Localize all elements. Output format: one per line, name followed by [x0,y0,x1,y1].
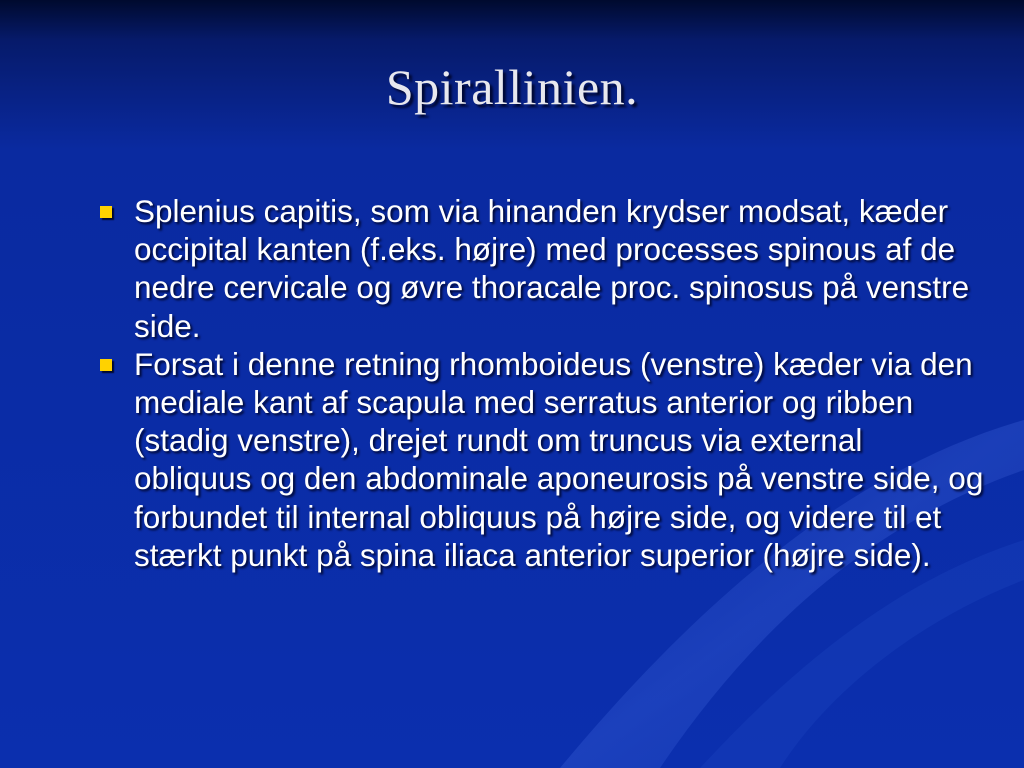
bullet-item [96,192,986,345]
bullet-item [96,345,986,574]
square-bullet-icon [100,359,112,371]
bullet-list [96,192,986,574]
square-bullet-icon [100,206,112,218]
bullet-text: Forsat i denne retning rhomboideus (venstre) kæder via den mediale kant af scapula med serratus anterior og ribben (stadig venstre), drejet rundt om truncus via external obliquus og den abdominale aponeurosis på venstre side, og forbundet til internal obliquus på højre side, og videre til et stærkt punkt på spina iliaca anterior superior (højre side). [134,345,984,573]
slide-title: Spirallinien. [385,59,639,115]
bullet-text: Splenius capitis, som via hinanden krydser modsat, kæder occipital kanten (f.eks. højre) med processes spinous af de nedre cervicale og øvre thoracale proc. spinosus på venstre side. [134,193,970,344]
